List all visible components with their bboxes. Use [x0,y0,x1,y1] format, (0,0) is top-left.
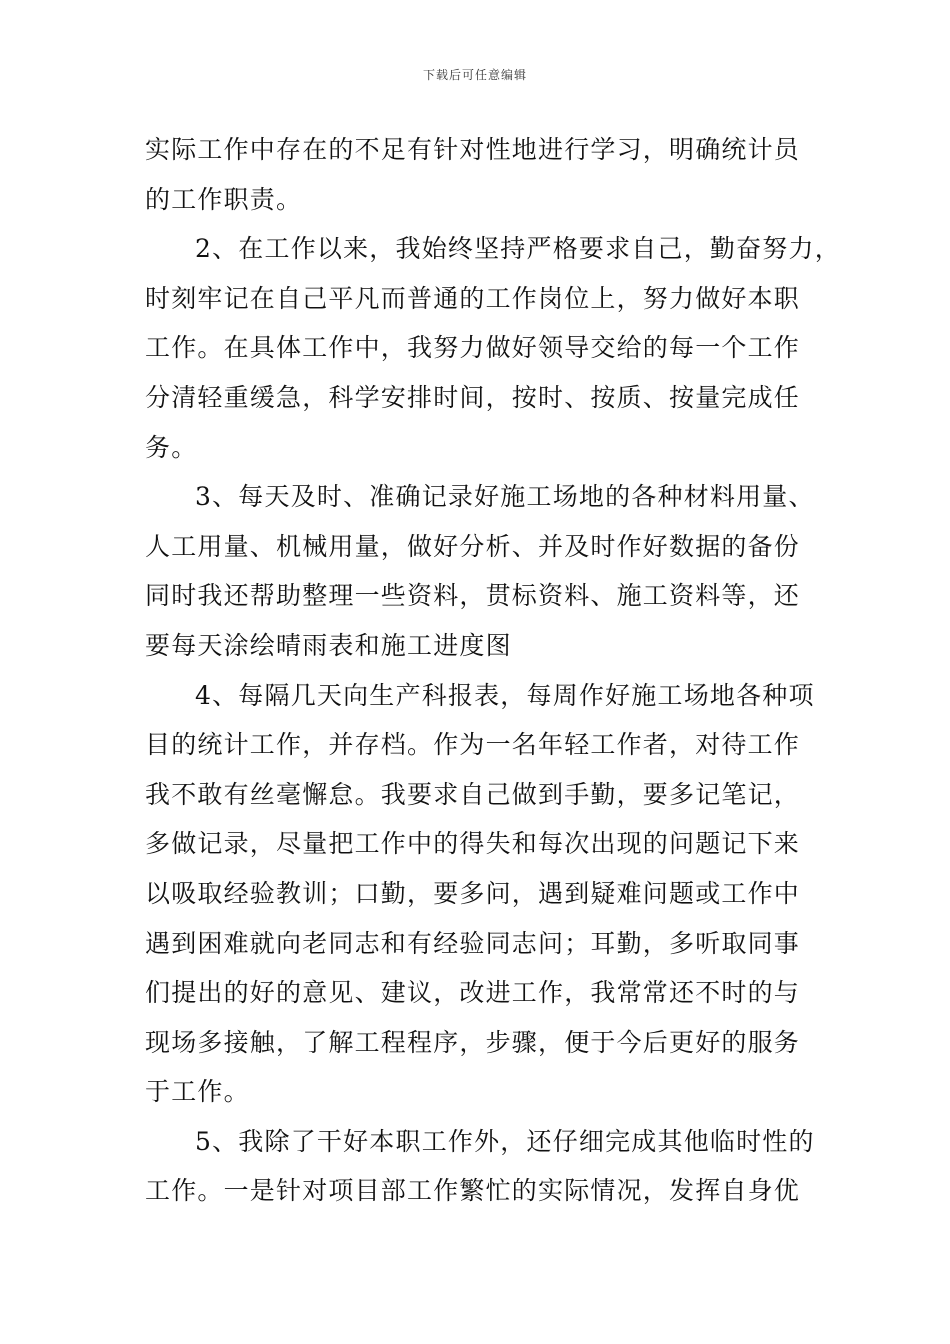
text-line: 工作。在具体工作中，我努力做好领导交给的每一个工作 [145,333,801,363]
text-line: 目的统计工作，并存档。作为一名年轻工作者，对待工作 [145,730,801,760]
text-line: 人工用量、机械用量，做好分析、并及时作好数据的备份 [145,531,801,561]
text-line: 同时我还帮助整理一些资料，贯标资料、施工资料等，还 [145,581,801,611]
page-header: 下载后可任意编辑 [422,68,527,82]
text-line: 要每天涂绘晴雨表和施工进度图 [145,630,512,660]
text-line: 务。 [145,432,198,462]
text-line: 实际工作中存在的不足有针对性地进行学习，明确统计员 [145,135,801,164]
text-line: 的工作职责。 [145,184,303,214]
paragraph-start-line: 2、在工作以来，我始终坚持严格要求自己，勤奋努力， [195,234,841,264]
text-line: 于工作。 [145,1077,250,1107]
paragraph-start-line: 5、我除了干好本职工作外，还仔细完成其他临时性的 [195,1126,815,1156]
text-line: 多做记录，尽量把工作中的得失和每次出现的问题记下来 [145,829,801,859]
text-line: 现场多接触，了解工程程序，步骤，便于今后更好的服务 [145,1027,801,1057]
text-line: 我不敢有丝毫懈怠。我要求自己做到手勤，要多记笔记， [145,779,801,809]
text-line: 时刻牢记在自己平凡而普通的工作岗位上，努力做好本职 [145,283,801,313]
document-body [145,125,841,1216]
text-line: 工作。一是针对项目部工作繁忙的实际情况，发挥自身优 [145,1176,801,1206]
paragraph-start-line: 3、每天及时、准确记录好施工场地的各种材料用量、 [195,482,815,512]
text-line: 以吸取经验教训；口勤，要多问，遇到疑难问题或工作中 [145,878,801,908]
text-line: 们提出的好的意见、建议，改进工作，我常常还不时的与 [145,978,801,1008]
text-line: 分清轻重缓急，科学安排时间，按时、按质、按量完成任 [145,382,801,412]
text-line: 遇到困难就向老同志和有经验同志问；耳勤，多听取同事 [145,928,801,958]
paragraph-start-line: 4、每隔几天向生产科报表，每周作好施工场地各种项 [195,680,815,710]
